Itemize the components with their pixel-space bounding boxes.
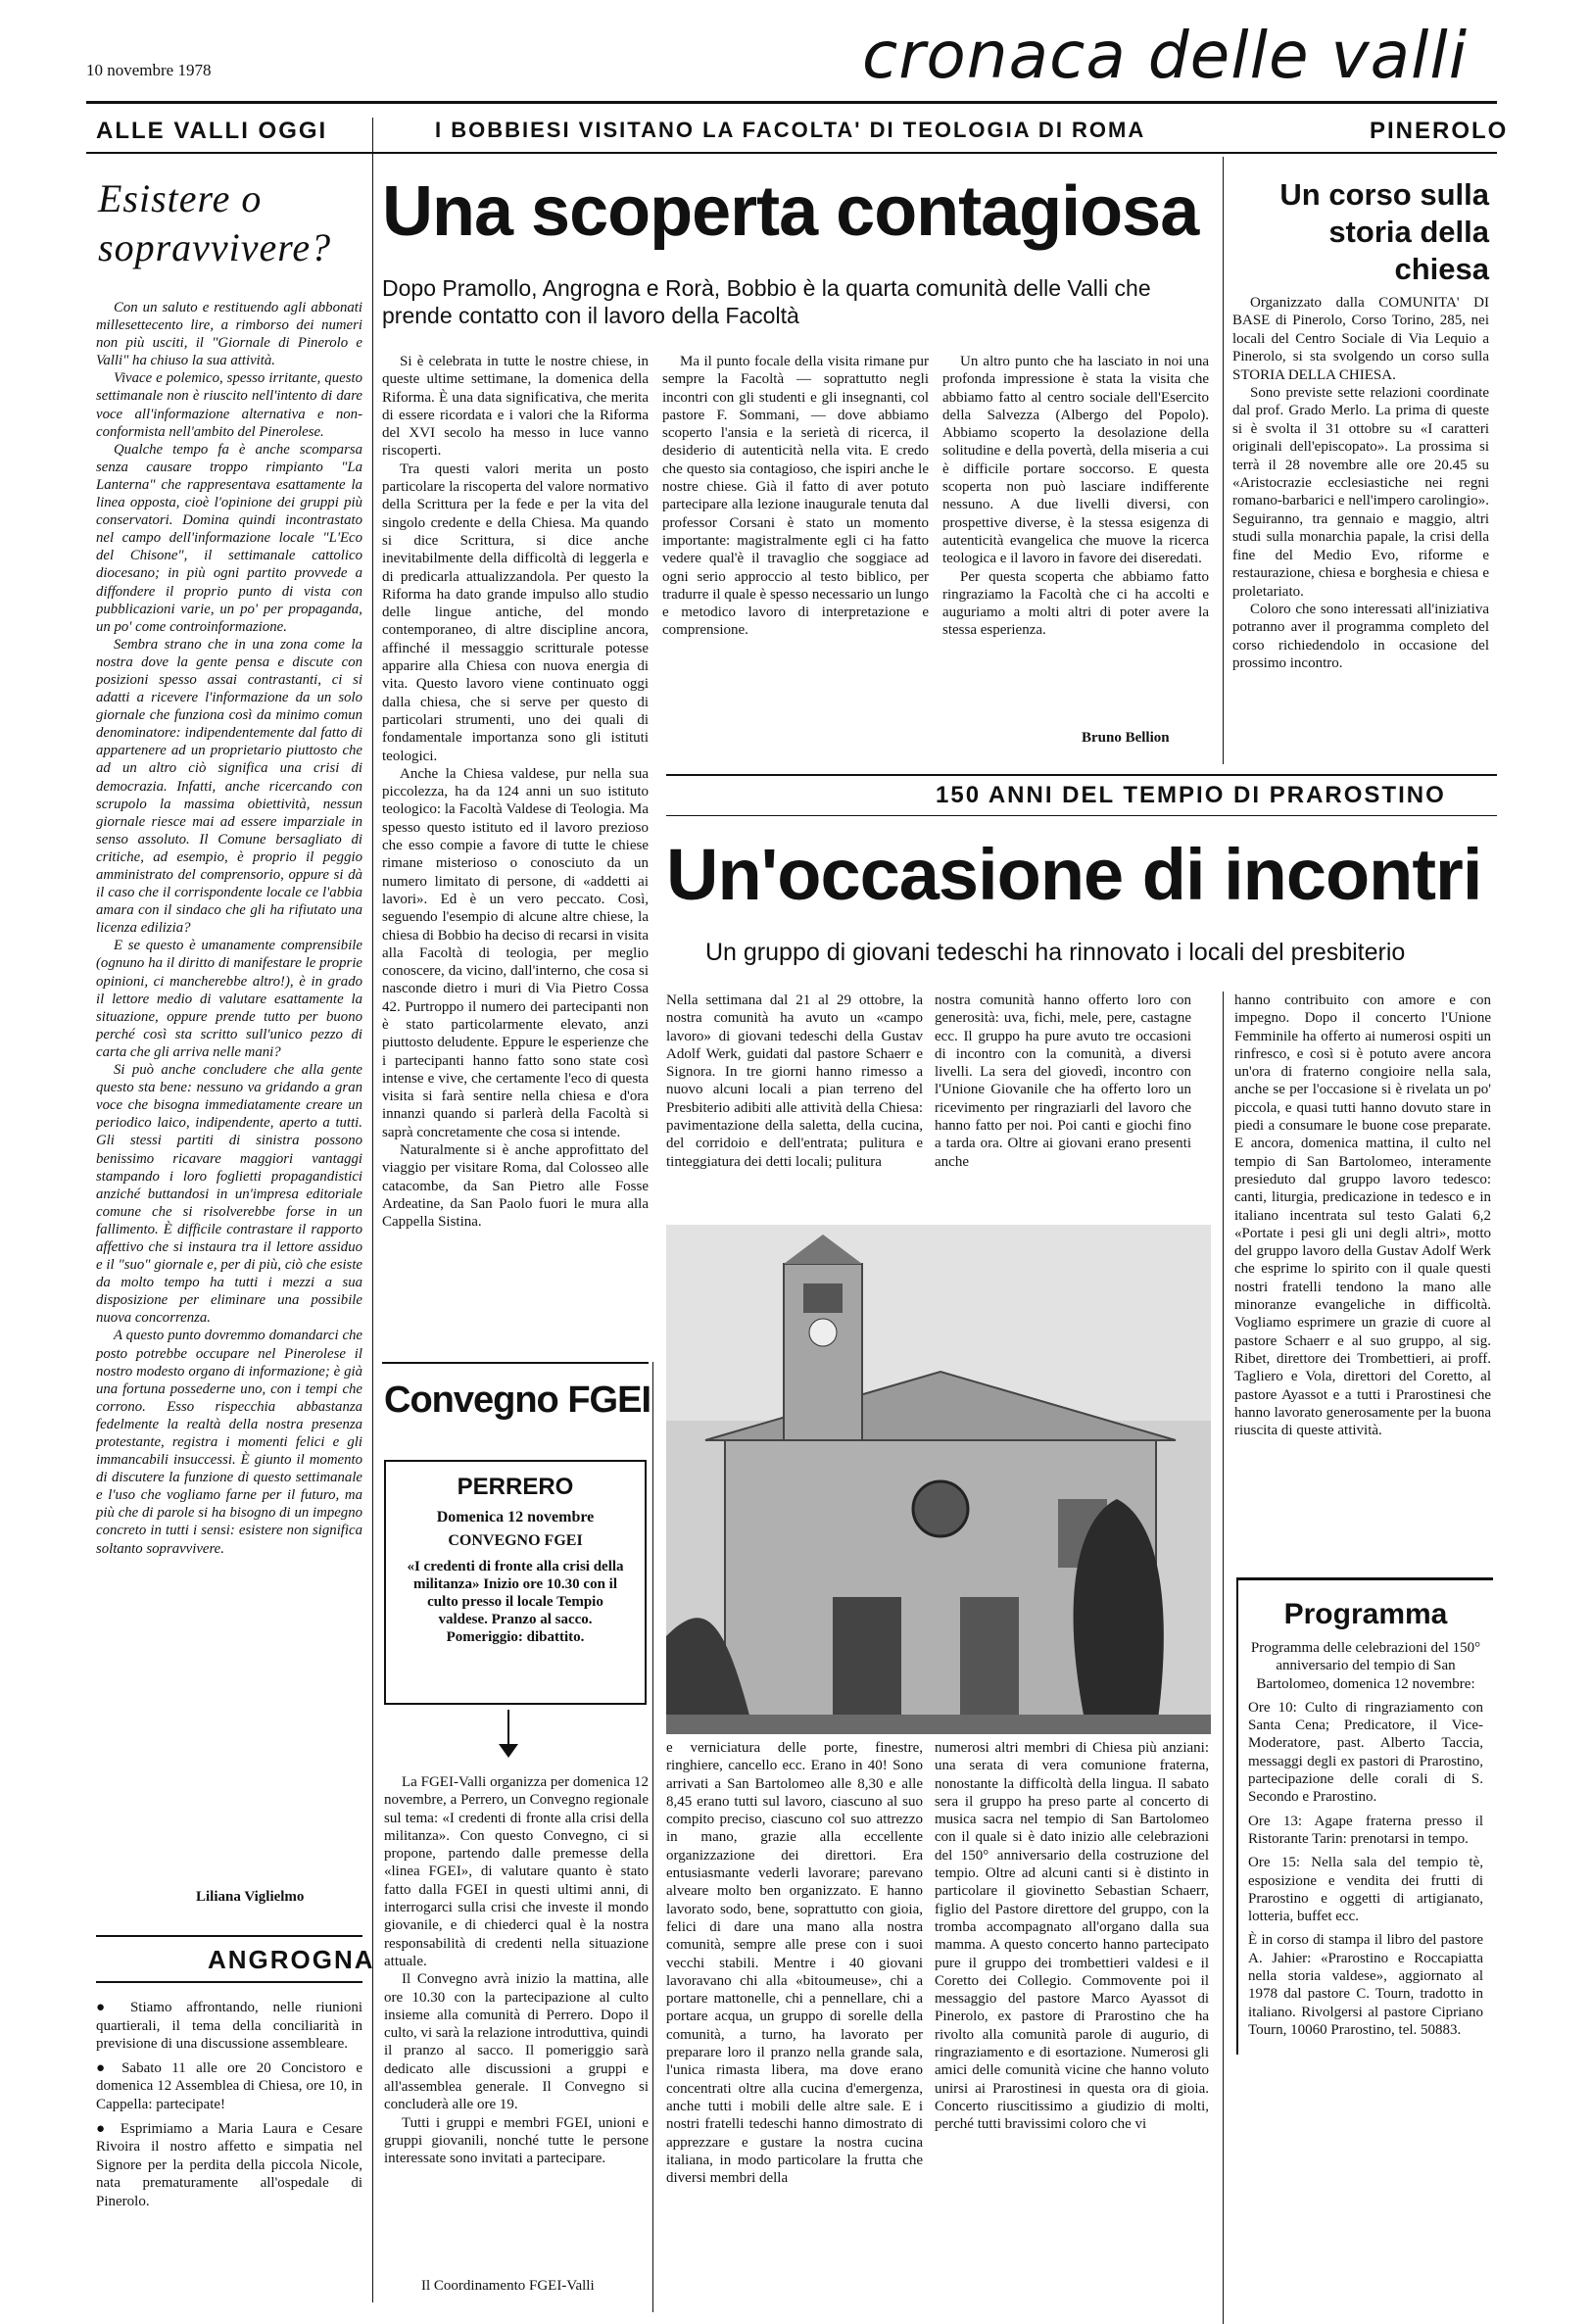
editorial-title: Esistere o sopravvivere? (98, 176, 332, 269)
fgei-place: PERRERO (457, 1474, 574, 1500)
article-paragraph: Naturalmente si è anche approfittato del viaggio per visitare Roma, dal Colosseo alle catacombe, da San Pietro alle Fosse Ardeatine, da San Paolo fuori le mura alla Cappella Sistina. (382, 1142, 649, 1231)
article-paragraph: Ma il punto focale della visita rimane pur sempre la Facoltà — soprattutto negli incontri con gli studenti e gli insegnanti, col pastore F. Sommani, — dove abbiamo scoperto l'ansia e la serietà di ricerca, il desiderio di autenticità nella vita. E credo che questo sia contagioso, che ispiri anche le nostre chiese. Già il fatto di aver potuto partecipare alla lezione inaugurale tenuta dal professor Corsani è stato un momento importante: magistralmente egli ci ha fatto vedere qual'è il travaglio che soggiace ad ogni serio approccio al testo biblico, per tradurre il quale è spesso necessario un lungo e metodico lavoro di interpretazione e comprensione. (662, 354, 929, 639)
section-rule (86, 152, 1497, 154)
article-paragraph: Tra questi valori merita un posto particolare la riscoperta del valore normativo della Scrittura per la fede e per la vita del singolo credente e della Chiesa. Ma quando si dice Scrittura, si dice anche inevitabilmente della difficoltà di leggerla e di predicarla attualizzandola. Per questo la Riforma ha dato grande impulso allo studio delle lingue antiche, del mondo contemporaneo, di altre discipline ancora, affinché il messaggio scritturale potesse apparire alla Chiesa con nuova energia di vita. Questo lavoro viene continuato oggi dalla chiesa, che si serve per questo di particolari strumenti, uno dei quali di fondamentale importanza sono gli istituti teologici. (382, 460, 649, 764)
arrow-down-icon (499, 1744, 518, 1758)
editorial-paragraph: Qualche tempo fa è anche scomparsa senza causare troppo rimpianto "La Lanterna" che rappresentava esattamente la linea opposta, cioè l'opinione dei gruppi più conservatori. Domina quindi incontrastato nel campo dell'informazione locale "L'Eco del Chisone", il settimanale cattolico diocesano; in più ogni partito provvede a diffondere il proprio punto di vista con pubblicazioni varie, un po' per propaganda, un po' come controinformazione. (96, 441, 362, 635)
section-rule (96, 1981, 362, 1983)
section-angrogna: ANGROGNA (208, 1945, 375, 1974)
section-pinerolo: PINEROLO (1370, 118, 1509, 144)
section-prarostino: 150 ANNI DEL TEMPIO DI PRAROSTINO (936, 782, 1446, 808)
arrow-line (507, 1710, 509, 1749)
prarostino-column-2: nostra comunità hanno offerto loro con generosità: uva, fichi, mele, pere, castagne ecc. Il gruppo ha pure avuto tre occasioni di incontro con la comunità, a diversi livelli. La sera del giovedì, incontro con l'Unione Giovanile che ha offerto loro un ricevimento per ringraziarli del lavoro che hanno fatto per noi. Poi canti e giochi fino a tarda ora. Oltre ai giovani erano presenti anche (935, 993, 1191, 1170)
list-item: ● Esprimiamo a Maria Laura e Cesare Rivoira il nostro affetto e simpatia nel Signore per la perdita della piccola Nicole, nata prematuramente all'ospedale di Pinerolo. (96, 2120, 362, 2209)
notice-text: Esprimiamo a Maria Laura e Cesare Rivoira il nostro affetto e simpatia nel Signore per la perdita della piccola Nicole, nata prematuramente all'ospedale di Pinerolo. (96, 2120, 362, 2209)
list-item: Ore 10: Culto di ringraziamento con Santa Cena; Predicatore, il Vice-Moderatore, past. Alberto Taccia, messaggi degli ex pastori di Prarostino, partecipazione delle corali di S. Secondo e Prarostino. (1248, 1699, 1483, 1806)
fgei-body (384, 1773, 649, 2168)
editorial-paragraph: A questo punto dovremmo domandarci che posto potrebbe occupare nel Pinerolese il nostro modesto organo di informazione; è già una fortuna possederne uno, con i tempi che corrono. Esso rispecchia abbastanza fedelmente la realtà della nostra presenza protestante, registra i momenti felici e gli immancabili insuccessi. È giunto il momento di discutere la funzione di questo settimanale e l'uso che vogliamo farne per il futuro, ma più che di parole si ha bisogno di un impegno concreto in tutti i sensi: esistere non significa soltanto sopravvivere. (96, 1328, 362, 1557)
editorial-paragraph: Con un saluto e restituendo agli abbonati millesettecento lire, a rimborso dei numeri non più usciti, il "Giornale di Pinerolo e Valli" ha chiuso la sua attività. (96, 300, 362, 369)
article-paragraph: Tutti i gruppi e membri FGEI, unioni e gruppi giovanili, nonché tutte le persone interessate sono invitati a partecipare. (384, 2114, 649, 2167)
notice-text: Sabato 11 alle ore 20 Concistoro e domenica 12 Assemblea di Chiesa, ore 10, in Cappella: partecipate! (96, 2059, 362, 2112)
editorial-paragraph: E se questo è umanamente comprensibile (ognuno ha il diritto di manifestare le proprie opinioni, ci mancherebbe altro!), è in grado il lettore medio di valutare esattamente la situazione, oppure prende tutto per buono perché così sta scritto sull'unico pezzo di carta che gli arriva nelle mani? (96, 938, 362, 1060)
section-rule (666, 774, 1497, 776)
editorial-signature: Liliana Viglielmo (196, 1889, 305, 1905)
pinerolo-headline: Un corso sulla storia della chiesa (1279, 177, 1489, 286)
bobbio-column-3 (942, 353, 1209, 640)
column-rule (652, 1362, 653, 2312)
bobbio-headline: Una scoperta contagiosa (382, 172, 1199, 251)
fgei-box (384, 1460, 647, 1705)
article-paragraph: Sono previste sette relazioni coordinate dal prof. Grado Merlo. La prima di queste si è svolta il 31 ottobre su «I caratteri originali dell'episcopato». La prossima si terrà il 28 novembre alle ore 20.45 su «Aristocrazie ecclesiastiche nei regni romano-barbarici e nell'impero carolingio». Seguiranno, tra gennaio e maggio, altri studi sulla monarchia papale, la crisi della fine del Medio Evo, riforme e restaurazione, chiesa e borghesia e chiesa e proletariato. (1232, 385, 1489, 600)
article-paragraph: Organizzato dalla COMUNITA' DI BASE di Pinerolo, Corso Torino, 285, nei locali del Centro Sociale di Via Lequio a Pinerolo, si sta svolgendo un corso sulla STORIA DELLA CHIESA. (1232, 295, 1489, 383)
section-rule (666, 815, 1497, 816)
prarostino-headline: Un'occasione di incontri (666, 834, 1482, 915)
section-alle-valli-oggi: ALLE VALLI OGGI (96, 118, 328, 144)
fgei-headline: Convegno FGEI (384, 1380, 651, 1421)
bobbio-signature: Bruno Bellion (1082, 730, 1170, 746)
programma-intro: Programma delle celebrazioni del 150° anniversario del tempio di San Bartolomeo, domenica 12 novembre: (1250, 1640, 1481, 1692)
prarostino-subheadline: Un gruppo di giovani tedeschi ha rinnovato i locali del presbiterio (705, 939, 1406, 966)
bobbio-subheadline: Dopo Pramollo, Angrogna e Rorà, Bobbio è la quarta comunità delle Valli che prende contatto con il lavoro della Facoltà (382, 275, 1151, 328)
notice-text: Stiamo affrontando, nelle riunioni quartierali, il tema della conciliarità in previsione di una discussione assembleare. (96, 2000, 362, 2053)
column-rule (1223, 157, 1224, 764)
masthead-title: cronaca delle valli (862, 18, 1469, 93)
article-paragraph: Anche la Chiesa valdese, pur nella sua piccolezza, ha da 124 anni un suo istituto teologico: la Facoltà Valdese di Teologia. Ma spesso questo istituto ed il lavoro prezioso che esso compie a favore di tutte le chiese rimane misterioso o conosciuto da un numero limitato di persone, di «addetti ai lavori». Ed è un vero peccato. Così, seguendo l'esempio di alcune altre chiese, la chiesa di Bobbio ha deciso di recarsi in visita alla Facoltà di teologia, per meglio conoscere, da vicino, dall'interno, che cosa si nasconde dietro i muri di Via Pietro Cossa 42. Purtroppo il numero dei partecipanti non è stato particolarmente elevato, anzi piuttosto deludente. Eppure le esperienze che i partecipanti hanno fatto sono state così intense e vive, che certamente l'eco di questa visita si farà sentire nella chiesa e d'ora innanzi quando si parlerà della Facoltà si saprà concretamente che cosa si intende. (382, 765, 649, 1140)
prarostino-column-1: Nella settimana dal 21 al 29 ottobre, la nostra comunità ha avuto un «campo lavoro» di giovani tedeschi della Gustav Adolf Werk, guidati dal pastore Schaerr e Signora. In tre giorni hanno rimesso a nuovo alcuni locali a pian terreno del Presbiterio adibiti alle attività della Chiesa: pavimentazione della saletta, della cucina, del corridoio e dell'entrata; pulitura e tinteggiatura dei detti locali; pulitura (666, 993, 923, 1170)
editorial-paragraph: Sembra strano che in una zona come la nostra dove la gente pensa e discute con posizioni spesso assai contrastanti, ci si adatti a ricevere l'informazione da un solo giornale che funziona così da minimo comun denominatore: indipendentemente dal fatto di appartenere ad un proprietario piuttosto che ad un altro ciò significa una crisi di democrazia. Infatti, anche ricercando con scrupolo la massima obiettività, nessun giornale riesce mai ad essere imparziale in senso assoluto. Il Comune bersagliato di critiche, ad esempio, è proprio il peggio amministrato del comprensorio, oppure si dà il caso che il corrispondente locale ce l'abbia amara con il sindaco che gli ha rifiutato una licenza edilizia? (96, 636, 362, 937)
section-rule (96, 1935, 362, 1937)
fgei-signature: Il Coordinamento FGEI-Valli (421, 2278, 595, 2294)
programma-list (1248, 1699, 1483, 2039)
article-paragraph: Un altro punto che ha lasciato in noi una profonda impressione è stata la visita che abbiamo fatto al centro sociale dell'Esercito della Salvezza (Albergo del Popolo). Abbiamo scoperto la desolazione della solitudine e della povertà, della miseria a cui è difficile portare soccorso. E questa scoperta non può lasciare indifferente nessuno. A due livelli diversi, con prospettive diverse, è la stessa esigenza di autenticità evangelica che muove la ricerca teologica e il lavoro in favore dei diseredati. (942, 354, 1209, 567)
list-item: Ore 13: Agape fraterna presso il Ristorante Tarin: prenotarsi in tempo. (1248, 1813, 1483, 1847)
list-item: ● Stiamo affrontando, nelle riunioni quartierali, il tema della conciliarità in previsione di una discussione assembleare. (96, 2000, 362, 2053)
fgei-date: Domenica 12 novembre (436, 1509, 595, 1525)
programma-box (1236, 1577, 1493, 2055)
fgei-title: CONVEGNO FGEI (448, 1532, 583, 1549)
programma-title: Programma (1283, 1598, 1448, 1630)
list-item: È in corso di stampa il libro del pastore A. Jahier: «Prarostino e Roccapiatta nella storia valdese», aggiornato al 1978 dal pastore C. Tourn, tradotto in italiano. Rivolgersi al pastore Cipriano Tourn, 10060 Prarostino, tel. 50883. (1248, 1932, 1483, 2038)
article-paragraph: Coloro che sono interessati all'iniziativa potranno aver il programma completo del corso richiedendolo in occasione del prossimo incontro. (1232, 601, 1489, 672)
article-paragraph: La FGEI-Valli organizza per domenica 12 novembre, a Perrero, un Convegno regionale sul tema: «I credenti di fronte alla crisi della militanza». Con questo Convegno, ci si propone, partendo dalle premesse della «linea FGEI», di valutare quanto è stato fatto dalla FGEI in questi ultimi anni, di interrogarci sulla crisi che investe il mondo giovanile, e di chiederci qual è la nostra responsabilità di credenti nella situazione attuale. (384, 1774, 649, 1969)
article-paragraph: Si è celebrata in tutte le nostre chiese, in queste ultime settimane, la domenica della Riforma. È una data significativa, che merita di essere ricordata e i valori che la Riforma del XVI secolo ha messo in luce vanno riscoperti. (382, 354, 649, 460)
column-rule (1223, 992, 1224, 2324)
masthead-rule (86, 101, 1497, 104)
prarostino-column-1-cont: e verniciatura delle porte, finestre, ringhiere, cancello ecc. Erano in 40! Sono arrivati a San Bartolomeo alle 8,30 e alle 8,45 erano tutti sul lavoro, ciascuno al suo compito preciso, ciascuno col suo attrezzo in mano, grazie alla eccellente organizzazione dei direttori. Era entusiasmante vederli lavorare; parevano alveare molto ben organizzato. E hanno lavorato sodo, bene, soprattutto con gioia, felici di dare una mano alla nostra comunità, sempre alle prese con i suoi vecchi stabili. Mentre i 40 giovani lavoravano chi alla «bitoumeuse», chi a portare mattonelle, chi a pennellare, chi a portare acqua, un gruppo di sorelle della comunità, a turno, ha lavorato per preparare loro il pranzo nella grande sala, l'unica rimasta libera, ma dove erano concentrati oltre alla cucina d'emergenza, anche tutti i mobili delle altre sale. E i nostri fratelli tedeschi hanno dimostrato di apprezzare e gustare la nostra cucina italiana, in modo particolare la frutta che diversi membri della (666, 1740, 923, 2187)
editorial-paragraph: Vivace e polemico, spesso irritante, questo settimanale non è riuscito nell'intento di dare voce all'informazione alternativa e non-conformista nell'ambito del Pinerolese. (96, 370, 362, 440)
fgei-box-body: «I credenti di fronte alla crisi della militanza» Inizio ore 10.30 con il culto presso il locale Tempio valdese. Pranzo al sacco. Pomeriggio: dibattito. (407, 1559, 624, 1645)
article-paragraph: Per questa scoperta che abbiamo fatto ringraziamo la Facoltà che ci ha accolti e auguriamo a molti altri di poter avere la stessa esperienza. (942, 568, 1209, 639)
bobbio-column-2 (662, 353, 929, 640)
issue-date: 10 novembre 1978 (86, 61, 212, 79)
section-rule (382, 1362, 649, 1364)
section-bobbiesi: I BOBBIESI VISITANO LA FACOLTA' DI TEOLOGIA DI ROMA (435, 118, 1146, 142)
prarostino-column-2-cont: numerosi altri membri di Chiesa più anziani: una serata di vera comunione fraterna, nonostante la difficoltà della lingua. Il sabato sera il gruppo ha preso parte al concerto di musica sacra nel tempio di San Bartolomeo con il quale si è dato inizio alle celebrazioni del 150° anniversario della costruzione del tempio. Oltre ad alcuni canti si è distinto in particolare il giovinetto Sebastian Schaerr, figlio del Pastore direttore del gruppo, con la tromba accompagnato all'organo dalla sua mamma. A questo concerto hanno partecipato pure il gruppo dei trombettieri valdesi e il Coretto dei Collegio. Commovente poi il messaggio del pastore Marco Ayassot di Pinerolo, ex pastore di Prarostino che ha rivolto alla comunità parole di augurio, di ringraziamento e di esortazione. Numerosi gli amici delle comunità vicine che hanno voluto unirsi ai Prarostinesi in questa ora di gioia. Concerto riuscitissimo a giudizio di molti, perché tutti bravissimi coloro che vi (935, 1740, 1209, 2133)
prarostino-column-3: hanno contribuito con amore e con impegno. Dopo il concerto l'Unione Femminile ha offerto ai numerosi ospiti un rinfresco, e così si è potuto avere ancora un'ora di fraterno congioire nella sala, anche se per l'occasione si è rivelata un po' piccola, e quasi tutti hanno dovuto stare in piedi a consumare le buone cose preparate. E ancora, domenica mattina, il culto nel tempio di San Bartolomeo, interamente presieduto dal gruppo lavoro tedesco: canti, liturgia, predicazione in tedesco e in italiano incentrata sul testo Galati 6,2 «Portate i pesi gli uni degli altri», motto del gruppo lavoro della Gustav Adolf Werk che esprime lo spirito con il quale questi nostri fratelli tendono la mano alle minoranze evangeliche in difficoltà. Vogliamo esprimere un grazie di cuore al pastore Schaerr e al suo gruppo, al sig. Ribet, direttore dei Trombettieri, ai proff. Tagliero e Vola, direttori del Coretto, al pastore Ayassot e a tutti i Prarostinesi che hanno lavorato generosamente per la buona riuscita di queste attività. (1234, 993, 1491, 1439)
editorial-body (96, 299, 362, 1558)
list-item: ● Sabato 11 alle ore 20 Concistoro e domenica 12 Assemblea di Chiesa, ore 10, in Cappella: partecipate! (96, 2059, 362, 2112)
church-photo-icon (666, 1225, 1211, 1734)
article-paragraph: Il Convegno avrà inizio la mattina, alle ore 10.30 con la partecipazione al culto insieme alla comunità di Perrero. Dopo il culto, vi sarà la relazione introduttiva, quindi il pranzo al sacco. Il pomeriggio sarà dedicato alle discussioni a gruppi e all'assemblea generale. Il Convegno si concluderà alle ore 19. (384, 1971, 649, 2113)
list-item: Ore 15: Nella sala del tempio tè, esposizione e vendita dei frutti di Prarostino e oggetti di artigianato, lotteria, buffet ecc. (1248, 1855, 1483, 1925)
church-photo (666, 1225, 1211, 1734)
angrogna-notices (96, 1999, 362, 2217)
pinerolo-body (1232, 294, 1489, 673)
editorial-paragraph: Si può anche concludere che alla gente questo sta bene: nessuno va gridando a gran voce che bisogna immediatamente creare un periodico laico, indipendente, aperto a tutti. Gli stessi partiti di sinistra possono benissimo ricavare maggiori vantaggi stampando i loro foglietti propagandistici anziché buttandosi in un'impresa editoriale comune che si risolverebbe forse in un fallimento. È difficile contrastare il rapporto affettivo che si instaura tra il lettore assiduo e il "suo" giornale e, per di più, ciò che esiste da molto tempo ha tutti i mezzi a sua disposizione per eliminare una possibile nuova concorrenza. (96, 1062, 362, 1327)
bobbio-column-1 (382, 353, 649, 1232)
